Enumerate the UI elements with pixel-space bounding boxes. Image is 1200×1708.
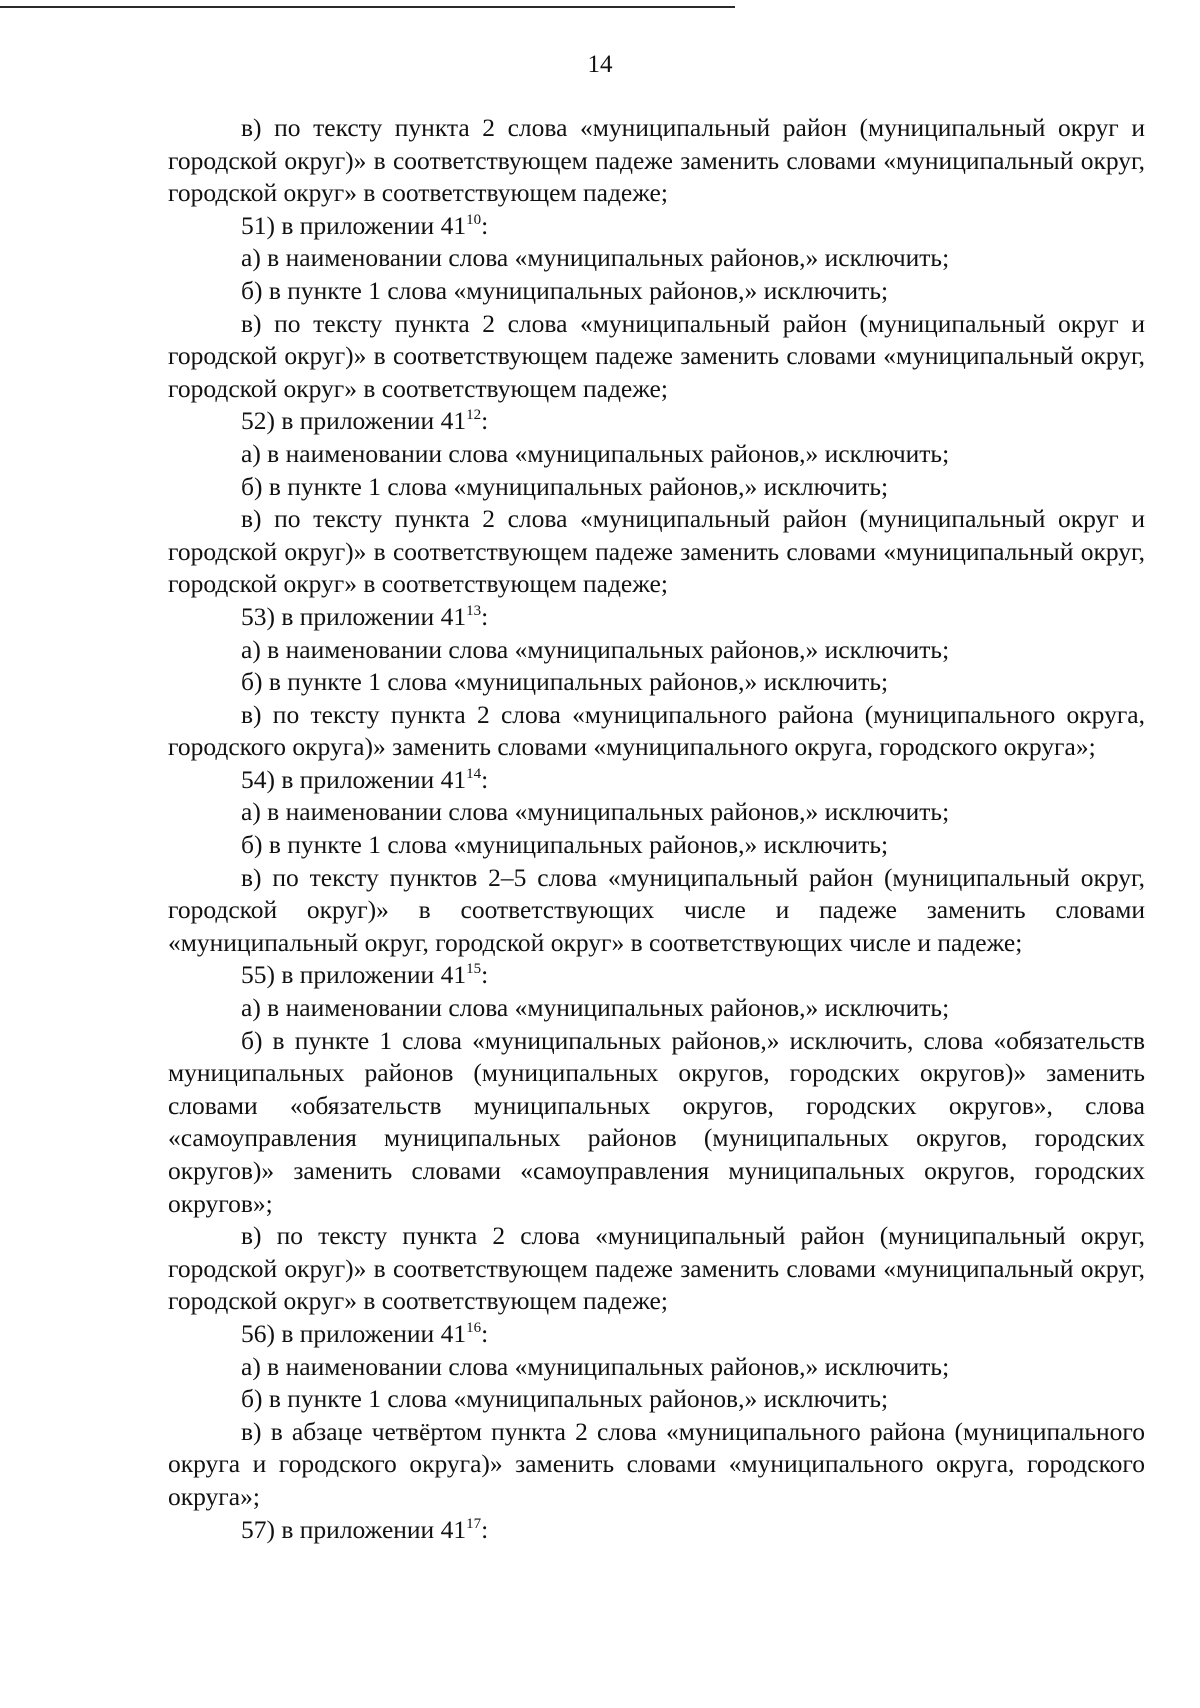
paragraph: а) в наименовании слова «муниципальных районов,» исключить;: [241, 438, 950, 468]
superscript: 13: [466, 602, 482, 619]
paragraph: в) в абзаце четвёртом пункта 2 слова «муниципального района (муниципального округа и городского округа)» заменить словами «муниципального округа, городского округа»;: [168, 1416, 1145, 1511]
document-body: [168, 112, 1145, 1546]
page-number: 14: [587, 51, 613, 78]
paragraph: в) по тексту пункта 2 слова «муниципального района (муниципального округа, городского округа)» заменить словами «муниципального округа, городского округа»;: [168, 699, 1145, 762]
paragraph: б) в пункте 1 слова «муниципальных районов,» исключить;: [241, 667, 889, 697]
paragraph: в) по тексту пункта 2 слова «муниципальный район (муниципальный округ и городской округ)» в соответствующем падеже заменить словами «муниципальный округ, городской округ» в соответствующем падеже;: [168, 113, 1145, 208]
paragraph: б) в пункте 1 слова «муниципальных районов,» исключить;: [241, 471, 889, 501]
paragraph: а) в наименовании слова «муниципальных районов,» исключить;: [241, 634, 950, 664]
superscript: 15: [466, 961, 482, 978]
paragraph: 56) в приложении $41^{16}$:: [241, 1318, 489, 1348]
superscript: 17: [466, 1515, 482, 1532]
paragraph: а) в наименовании слова «муниципальных районов,» исключить;: [241, 1351, 950, 1381]
paragraph: в) по тексту пункта 2 слова «муниципальный район (муниципальный округ, городской округ)» в соответствующем падеже заменить словами «муниципальный округ, городской округ» в соответствующем падеже;: [168, 1221, 1145, 1316]
paragraph: в) по тексту пунктов 2–5 слова «муниципальный район (муниципальный округ, городской округ)» в соответствующих числе и падеже заменить словами «муниципальный округ, городской округ» в соответствующих числе и падеже;: [168, 862, 1145, 957]
paragraph: 53) в приложении $41^{13}$:: [241, 601, 489, 631]
paragraph: а) в наименовании слова «муниципальных районов,» исключить;: [241, 797, 950, 827]
paragraph: в) по тексту пункта 2 слова «муниципальный район (муниципальный округ и городской округ)» в соответствующем падеже заменить словами «муниципальный округ, городской округ» в соответствующем падеже;: [168, 504, 1145, 599]
superscript: 12: [466, 407, 482, 424]
paragraph: 57) в приложении $41^{17}$:: [241, 1514, 489, 1544]
superscript: 14: [466, 765, 482, 782]
paragraph: 51) в приложении $41^{10}$:: [241, 210, 489, 240]
paragraph: 55) в приложении $41^{15}$:: [241, 960, 489, 990]
paragraph: в) по тексту пункта 2 слова «муниципальный район (муниципальный округ и городской округ)» в соответствующем падеже заменить словами «муниципальный округ, городской округ» в соответствующем падеже;: [168, 308, 1145, 403]
paragraph: б) в пункте 1 слова «муниципальных районов,» исключить;: [241, 1384, 889, 1414]
superscript: 10: [466, 211, 482, 228]
paragraph: 54) в приложении $41^{14}$:: [241, 764, 489, 794]
paragraph: б) в пункте 1 слова «муниципальных районов,» исключить, слова «обязательств муниципальных районов (муниципальных округов, городских округов)» заменить словами «обязательств муниципальных округов, городских округов», слова «самоуправления муниципальных районов (муниципальных округов, городских округов)» заменить словами «самоуправления муниципальных округов, городских округов»;: [168, 1025, 1145, 1218]
paragraph: а) в наименовании слова «муниципальных районов,» исключить;: [241, 243, 950, 273]
paragraph: 52) в приложении $41^{12}$:: [241, 406, 489, 436]
superscript: 16: [466, 1319, 482, 1336]
paragraph: а) в наименовании слова «муниципальных районов,» исключить;: [241, 993, 950, 1023]
paragraph: б) в пункте 1 слова «муниципальных районов,» исключить;: [241, 275, 889, 305]
paragraph: б) в пункте 1 слова «муниципальных районов,» исключить;: [241, 830, 889, 860]
top-rule: [0, 6, 735, 8]
